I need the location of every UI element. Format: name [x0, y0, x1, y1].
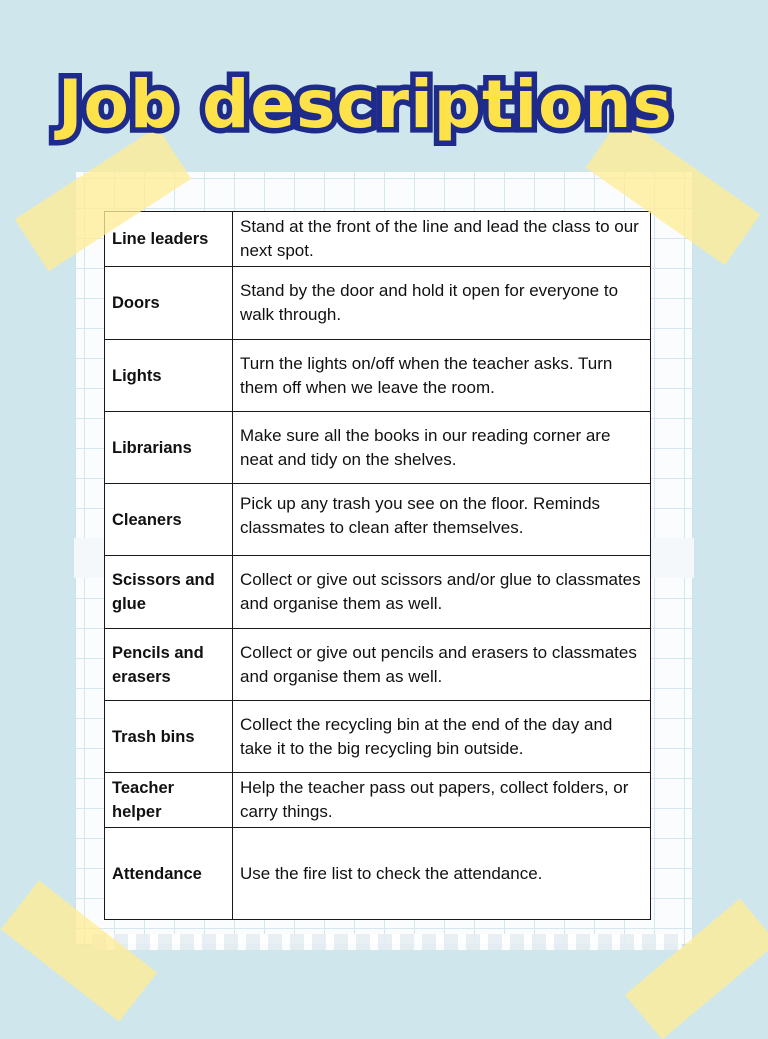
job-name: Pencils and erasers	[105, 629, 233, 701]
table-row	[105, 340, 651, 412]
job-description: Use the fire list to check the attendance.	[233, 828, 651, 920]
table-row	[105, 629, 651, 701]
table-row	[105, 212, 651, 267]
job-description: Collect or give out pencils and erasers to classmates and organise them as well.	[233, 629, 651, 701]
torn-paper-edge	[92, 934, 682, 950]
job-description: Stand by the door and hold it open for everyone to walk through.	[233, 267, 651, 340]
job-description: Make sure all the books in our reading corner are neat and tidy on the shelves.	[233, 412, 651, 484]
job-description: Collect the recycling bin at the end of the day and take it to the big recycling bin outside.	[233, 701, 651, 773]
job-name: Cleaners	[105, 484, 233, 556]
job-name: Attendance	[105, 828, 233, 920]
job-description: Collect or give out scissors and/or glue to classmates and organise them as well.	[233, 556, 651, 629]
job-name: Trash bins	[105, 701, 233, 773]
table-row	[105, 484, 651, 556]
job-description: Stand at the front of the line and lead the class to our next spot.	[233, 212, 651, 267]
table-row	[105, 267, 651, 340]
job-description-cell	[233, 484, 651, 556]
job-description: Help the teacher pass out papers, collect folders, or carry things.	[233, 773, 651, 828]
table-row	[105, 412, 651, 484]
job-name: Lights	[105, 340, 233, 412]
job-description: Turn the lights on/off when the teacher asks. Turn them off when we leave the room.	[233, 340, 651, 412]
job-name: Doors	[105, 267, 233, 340]
table-row	[105, 556, 651, 629]
page-title: Job descriptions	[58, 66, 673, 143]
job-name: Teacher helper	[105, 773, 233, 828]
table-row	[105, 828, 651, 920]
job-name: Librarians	[105, 412, 233, 484]
table-row	[105, 701, 651, 773]
job-descriptions-table	[104, 211, 651, 920]
job-name: Scissors and glue	[105, 556, 233, 629]
job-name: Line leaders	[105, 212, 233, 267]
table-row	[105, 773, 651, 828]
job-description: Pick up any trash you see on the floor. Reminds classmates to clean after themselves.	[240, 493, 601, 537]
